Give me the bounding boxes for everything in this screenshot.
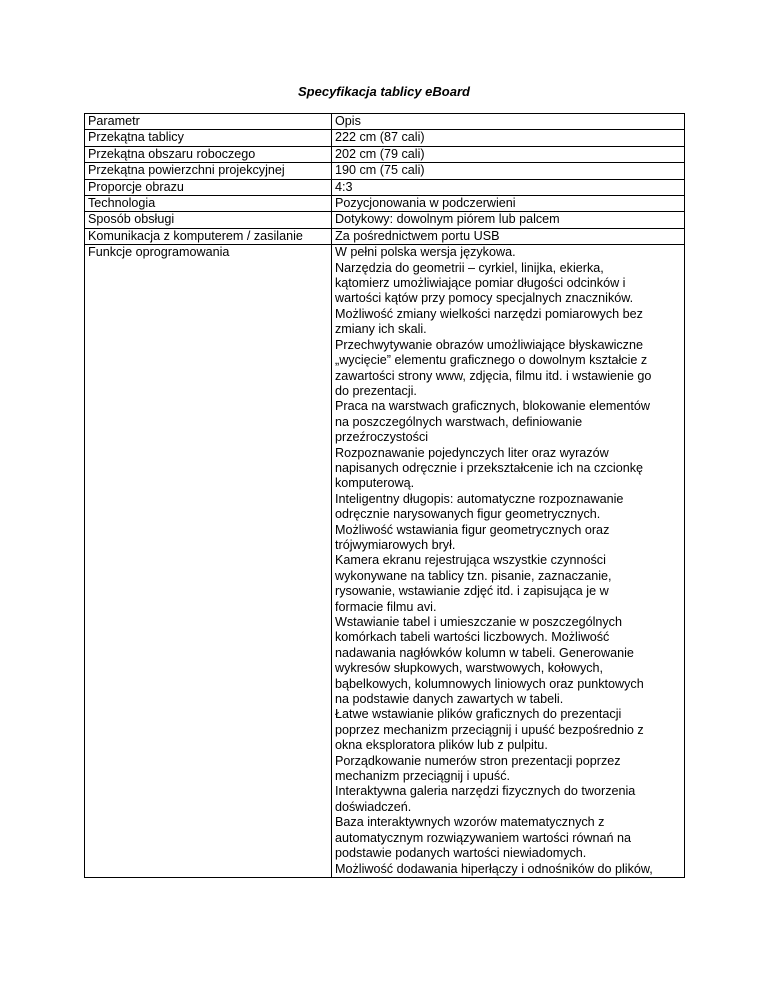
specification-table [84, 113, 685, 878]
feature-text-line: Narzędzia do geometrii – cyrkiel, linijka, ekierka, [335, 260, 604, 275]
table-row [85, 179, 685, 195]
param-cell: Sposób obsługi [85, 212, 332, 228]
feature-text-line: okna eksploratora plików lub z pulpitu. [335, 738, 548, 753]
param-cell: Przekątna obszaru roboczego [85, 146, 332, 162]
feature-text-line: bąbelkowych, kolumnowych liniowych oraz punktowych [335, 676, 644, 691]
feature-text-line: przeźroczystości [335, 430, 429, 445]
feature-text-line: Porządkowanie numerów stron prezentacji poprzez [335, 753, 621, 768]
feature-text-line: do prezentacji. [335, 383, 417, 398]
feature-text-line: wykonywane na tablicy tzn. pisanie, zaznaczanie, [335, 568, 612, 583]
feature-text-line: komórkach tabeli wartości liczbowych. Możliwość [335, 630, 610, 645]
table-row [85, 163, 685, 179]
feature-text-line: zawartości strony www, zdjęcia, filmu itd. i wstawienie go [335, 368, 652, 383]
feature-text-line: odręcznie narysowanych figur geometrycznych. [335, 507, 601, 522]
desc-cell: Dotykowy: dowolnym piórem lub palcem [332, 212, 685, 228]
feature-text-line: Wstawianie tabel i umieszczanie w poszczególnych [335, 615, 622, 629]
table-row [85, 130, 685, 146]
feature-text-line: Kamera ekranu rejestrująca wszystkie czynności [335, 553, 606, 568]
feature-text-line: Możliwość dodawania hiperłączy i odnośników do plików, [335, 861, 653, 876]
feature-text-line: formacie filmu avi. [335, 599, 437, 614]
table-row [85, 146, 685, 162]
header-desc-cell: Opis [332, 114, 685, 130]
feature-text-line: Możliwość zmiany wielkości narzędzi pomiarowych bez [335, 306, 643, 321]
feature-text-line: na poszczególnych warstwach, definiowanie [335, 414, 583, 429]
software-features-cell [332, 245, 685, 878]
feature-text-line: napisanych odręcznie i przekształcenie ich na czcionkę [335, 460, 644, 475]
feature-text-line: wartości kątów przy pomocy specjalnych znaczników. [335, 291, 634, 306]
feature-text-line: „wycięcie” elementu graficznego o dowolnym kształcie z [335, 353, 648, 368]
desc-cell: 4:3 [332, 179, 685, 195]
feature-text-line: podstawie podanych wartości niewiadomych. [335, 846, 587, 861]
feature-text-line: zmiany ich skali. [335, 322, 427, 337]
table-row [85, 228, 685, 244]
feature-text-line: Praca na warstwach graficznych, blokowanie elementów [335, 399, 650, 414]
desc-cell: Za pośrednictwem portu USB [332, 228, 685, 244]
desc-cell: 202 cm (79 cali) [332, 146, 685, 162]
feature-text-line: W pełni polska wersja językowa. [335, 245, 516, 260]
desc-cell: 190 cm (75 cali) [332, 163, 685, 179]
feature-text-line: na podstawie danych zawartych w tabeli. [335, 692, 564, 707]
param-cell: Funkcje oprogramowania [85, 245, 332, 878]
document-title: Specyfikacja tablicy eBoard [298, 84, 470, 99]
feature-text-line: trójwymiarowych brył. [335, 537, 456, 552]
feature-text-line: kątomierz umożliwiające pomiar długości odcinków i [335, 276, 626, 291]
feature-text-line: Przechwytywanie obrazów umożliwiające błyskawiczne [335, 337, 643, 352]
feature-text-line: wykresów słupkowych, warstwowych, kołowych, [335, 661, 604, 676]
feature-text-line: rysowanie, wstawianie zdjęć itd. i zapisująca je w [335, 584, 609, 599]
table-header-row [85, 114, 685, 130]
desc-cell: Pozycjonowania w podczerwieni [332, 196, 685, 212]
feature-text-line: nadawania nagłówków kolumn w tabeli. Generowanie [335, 645, 634, 660]
table-row [85, 196, 685, 212]
header-param-cell: Parametr [85, 114, 332, 130]
param-cell: Komunikacja z komputerem / zasilanie [85, 228, 332, 244]
table-row [85, 212, 685, 228]
feature-text-line: Inteligentny długopis: automatyczne rozpoznawanie [335, 491, 624, 506]
feature-text-line: poprzez mechanizm przeciągnij i upuść bezpośrednio z [335, 722, 644, 737]
software-features-row [85, 245, 685, 878]
feature-text-line: mechanizm przeciągnij i upuść. [335, 769, 510, 784]
feature-text-line: Możliwość wstawiania figur geometrycznych oraz [335, 522, 610, 537]
feature-text-line: Rozpoznawanie pojedynczych liter oraz wyrazów [335, 445, 609, 460]
feature-text-line: Interaktywna galeria narzędzi fizycznych do tworzenia [335, 784, 636, 799]
feature-text-line: Baza interaktywnych wzorów matematycznych z [335, 815, 605, 830]
feature-text-line: automatycznym rozwiązywaniem wartości równań na [335, 830, 632, 845]
feature-text-line: komputerową. [335, 476, 415, 491]
feature-text-line: doświadczeń. [335, 799, 412, 814]
param-cell: Przekątna powierzchni projekcyjnej [85, 163, 332, 179]
param-cell: Proporcje obrazu [85, 179, 332, 195]
param-cell: Technologia [85, 196, 332, 212]
param-cell: Przekątna tablicy [85, 130, 332, 146]
feature-text-line: Łatwe wstawianie plików graficznych do prezentacji [335, 707, 622, 722]
desc-cell: 222 cm (87 cali) [332, 130, 685, 146]
